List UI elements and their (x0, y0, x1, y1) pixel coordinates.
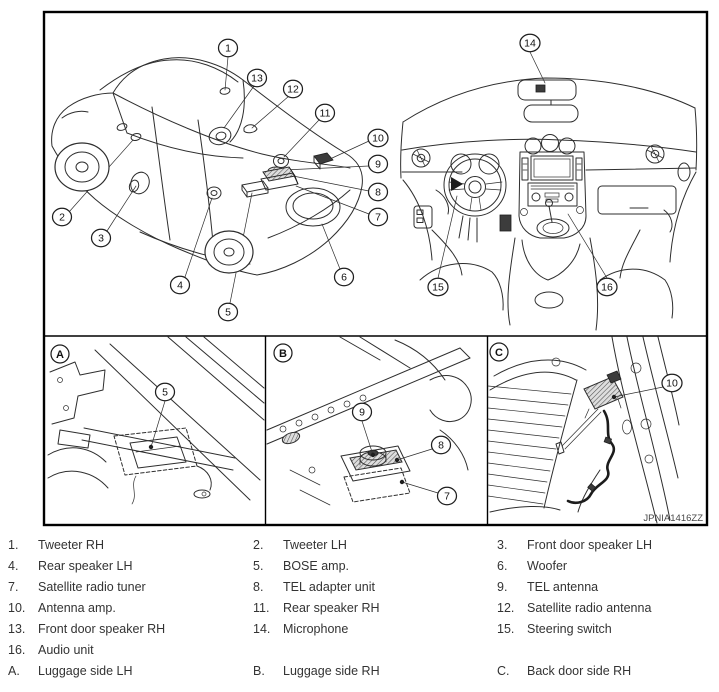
svg-text:12: 12 (287, 83, 299, 96)
panel-a-luggage-side-lh (48, 337, 264, 504)
legend-item-label: TEL adapter unit (283, 580, 375, 594)
legend-item (8, 556, 248, 577)
svg-text:2: 2 (59, 211, 65, 224)
legend-item (8, 577, 248, 598)
svg-text:13: 13 (251, 72, 263, 85)
gauge-pods-drawing (525, 135, 575, 155)
legend-item-label: Luggage side RH (283, 664, 380, 678)
panel-a-structure (48, 337, 264, 500)
legend-item-label: BOSE amp. (283, 559, 349, 573)
antenna-amp-drawing (314, 153, 333, 169)
legend-item-number: 16. (8, 643, 26, 657)
bose-amp-drawing (242, 181, 268, 197)
legend-item-label: Microphone (283, 622, 349, 636)
tuner-tel-stack-detail-drawing (341, 446, 410, 502)
callout-10 (368, 129, 388, 146)
callout-9 (369, 155, 388, 172)
legend (0, 535, 719, 685)
interior-dash-view (401, 34, 697, 330)
figure-code-watermark: JPNIA1416ZZ (643, 513, 703, 524)
legend-item-label: Tweeter RH (38, 538, 104, 552)
legend-item-label: Satellite radio antenna (527, 601, 652, 615)
legend-item-empty (497, 640, 715, 661)
legend-item (253, 661, 493, 682)
panel-b-structure (267, 337, 471, 505)
legend-item-number: 4. (8, 559, 19, 573)
rear-speaker-rh-drawing (274, 155, 289, 168)
svg-text:B: B (279, 348, 287, 360)
legend-item (8, 619, 248, 640)
legend-column-1 (8, 535, 248, 682)
legend-item-empty (253, 640, 493, 661)
left-dash-vent-drawing (412, 149, 430, 167)
legend-item-label: Tweeter LH (283, 538, 347, 552)
legend-item (253, 556, 493, 577)
rear-wheel-drawing (205, 231, 253, 273)
callout-1 (219, 39, 238, 56)
legend-item (8, 661, 248, 682)
svg-text:1: 1 (225, 42, 231, 55)
svg-text:A: A (56, 349, 64, 361)
legend-item-label: Back door side RH (527, 664, 632, 678)
legend-item-label: Antenna amp. (38, 601, 116, 615)
legend-item-number: 11. (253, 601, 270, 615)
callout-12 (284, 80, 303, 97)
svg-text:7: 7 (444, 490, 450, 503)
legend-item-number: 8. (253, 580, 264, 594)
callout-14 (520, 34, 540, 51)
svg-text:C: C (495, 347, 503, 359)
woofer-drawing (286, 188, 340, 226)
svg-text:5: 5 (225, 306, 231, 319)
legend-item-label: TEL antenna (527, 580, 599, 594)
legend-item (497, 598, 715, 619)
svg-text:8: 8 (438, 439, 444, 452)
callout-8 (369, 183, 388, 200)
audio-unit-drawing (521, 183, 584, 216)
panel-a-callout-5 (156, 383, 175, 400)
callout-15 (428, 278, 448, 295)
legend-item (253, 535, 493, 556)
legend-item-label: Steering switch (527, 622, 612, 636)
microphone-drawing (518, 80, 576, 100)
legend-item (8, 598, 248, 619)
callout-6 (335, 268, 354, 285)
callout-4 (171, 276, 190, 293)
legend-item (497, 556, 715, 577)
callout-13 (248, 69, 267, 86)
callout-7 (369, 208, 388, 225)
panel-b-callout-7 (438, 487, 457, 504)
legend-item-number: 5. (253, 559, 264, 573)
legend-item-number: A. (8, 664, 20, 678)
svg-text:16: 16 (601, 281, 613, 294)
svg-text:3: 3 (98, 232, 104, 245)
legend-item-label: Rear speaker RH (283, 601, 380, 615)
legend-item (497, 577, 715, 598)
legend-item-label: Front door speaker RH (38, 622, 166, 636)
svg-text:6: 6 (341, 271, 347, 284)
legend-column-3 (497, 535, 715, 682)
callout-5 (219, 303, 238, 320)
callout-16 (597, 278, 617, 295)
legend-item-number: C. (497, 664, 510, 678)
legend-item-number: 12. (497, 601, 515, 615)
legend-item-number: 6. (497, 559, 508, 573)
satellite-radio-antenna-drawing (244, 125, 257, 133)
front-door-speaker-lh-drawing (128, 170, 153, 197)
svg-text:10: 10 (666, 377, 678, 390)
panel-c-label (490, 343, 508, 361)
center-stack-drawing (519, 152, 586, 238)
callout-2 (53, 208, 72, 225)
legend-item-number: 2. (253, 538, 264, 552)
exterior-components (128, 87, 340, 226)
right-dash-vent-drawing (646, 145, 664, 163)
legend-item-label: Front door speaker LH (527, 538, 653, 552)
svg-text:7: 7 (375, 211, 381, 224)
svg-text:11: 11 (319, 107, 331, 120)
tweeter-lh-drawing (130, 132, 141, 141)
panel-b-luggage-side-rh (267, 337, 471, 505)
svg-text:14: 14 (524, 37, 536, 50)
panel-c-back-door-side-rh (488, 337, 703, 524)
panel-b-label (274, 344, 292, 362)
steering-wheel-drawing (444, 154, 511, 242)
rear-speaker-lh-drawing (207, 187, 221, 199)
panel-b-callout-8 (432, 436, 451, 453)
tweeter-rh-drawing (219, 87, 230, 95)
legend-item-label: Rear speaker LH (38, 559, 133, 573)
legend-column-2 (253, 535, 493, 682)
legend-item (497, 535, 715, 556)
svg-text:5: 5 (162, 386, 168, 399)
svg-text:15: 15 (432, 281, 444, 294)
legend-item (8, 535, 248, 556)
legend-item (253, 598, 493, 619)
figure-frame (44, 12, 707, 525)
legend-item-label: Audio unit (38, 643, 94, 657)
legend-item-number: 7. (8, 580, 19, 594)
front-door-speaker-rh-drawing (207, 125, 232, 147)
legend-item-label: Luggage side LH (38, 664, 133, 678)
legend-item (253, 619, 493, 640)
antenna-amp-detail-drawing (556, 371, 623, 503)
panel-c-callout-10 (662, 374, 682, 391)
front-wheel-drawing (55, 143, 109, 191)
legend-item (497, 619, 715, 640)
callout-3 (92, 229, 111, 246)
legend-item-number: 14. (253, 622, 271, 636)
bose-amp-detail-drawing (114, 428, 211, 504)
exterior-car-view (52, 39, 388, 320)
rearview-mirror-drawing (524, 100, 578, 122)
legend-item (253, 577, 493, 598)
legend-item-number: 1. (8, 538, 19, 552)
svg-text:8: 8 (375, 186, 381, 199)
panel-a-label (51, 345, 69, 363)
svg-text:4: 4 (177, 279, 183, 292)
svg-text:9: 9 (359, 406, 365, 419)
legend-item-number: 15. (497, 622, 515, 636)
callout-11 (316, 104, 335, 121)
panel-b-callout-9 (353, 403, 372, 420)
legend-item-number: 3. (497, 538, 508, 552)
legend-item (497, 661, 715, 682)
legend-item-label: Woofer (527, 559, 568, 573)
legend-item-number: 9. (497, 580, 508, 594)
legend-item-number: 10. (8, 601, 26, 615)
legend-item-number: 13. (8, 622, 26, 636)
svg-text:9: 9 (375, 158, 381, 171)
legend-item-label: Satellite radio tuner (38, 580, 146, 594)
legend-item (8, 640, 248, 661)
svg-text:10: 10 (372, 132, 384, 145)
legend-item-number: B. (253, 664, 265, 678)
shifter-console-drawing (508, 200, 598, 331)
